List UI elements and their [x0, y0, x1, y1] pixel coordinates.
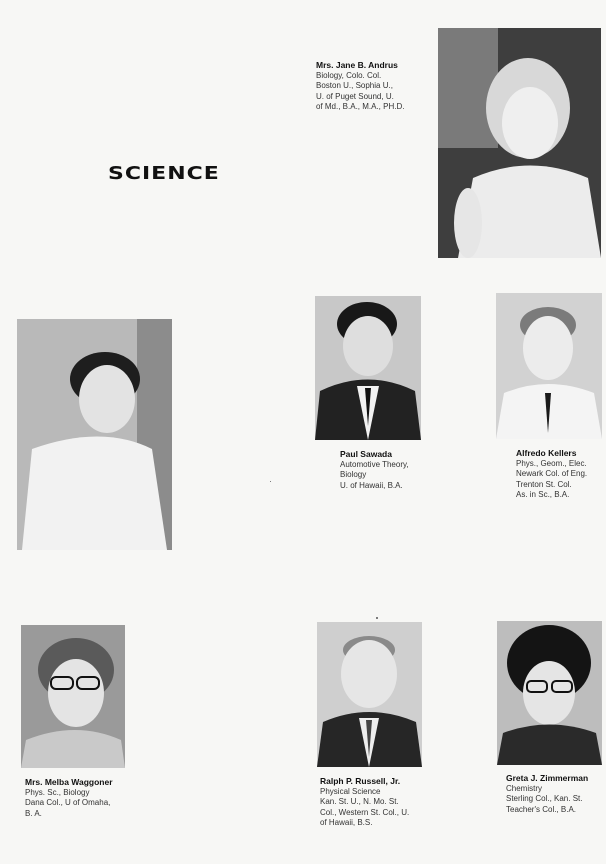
teacher-detail: U. of Hawaii, B.A.: [340, 480, 403, 490]
teacher-detail: Boston U., Sophia U.,: [316, 81, 393, 90]
teacher-detail: Newark Col. of Eng.: [516, 469, 588, 478]
teacher-detail: Biology, Colo. Col.: [316, 70, 382, 80]
teacher-detail: B. A.: [25, 808, 42, 818]
portrait-zimmerman-image: [497, 621, 602, 765]
teacher-name: Greta J. Zimmerman: [506, 773, 589, 783]
caption-waggoner: [25, 777, 113, 819]
photo-waggoner: [21, 625, 125, 768]
teacher-detail: Kan. St. U., N. Mo. St.: [320, 797, 399, 806]
teacher-detail: Phys., Geom., Elec.: [516, 458, 587, 468]
teacher-detail: U. of Puget Sound, U.: [316, 91, 394, 101]
photo-kellers: [496, 293, 602, 439]
portrait-kellers-image: [496, 293, 602, 439]
teacher-detail: As. in Sc., B.A.: [516, 490, 570, 499]
teacher-detail: Dana Col., U of Omaha,: [25, 798, 111, 807]
teacher-detail: of Hawaii, B.S.: [320, 818, 373, 827]
caption-andrus: [316, 60, 404, 113]
portrait-waggoner-image: [21, 625, 125, 768]
teacher-detail: Sterling Col., Kan. St.: [506, 794, 583, 803]
caption-russell: [320, 776, 409, 829]
print-speck: [270, 481, 271, 482]
photo-russell: [317, 622, 422, 767]
portrait-sawada-image: [315, 296, 421, 440]
teacher-name: Mrs. Jane B. Andrus: [316, 60, 398, 70]
teacher-detail: of Md., B.A., M.A., PH.D.: [316, 102, 405, 111]
teacher-name: Mrs. Melba Waggoner: [25, 777, 113, 787]
photo-zimmerman: [497, 621, 602, 765]
teacher-detail: Teacher's Col., B.A.: [506, 804, 576, 814]
teacher-detail: Automotive Theory,: [340, 459, 409, 469]
teacher-detail: Biology: [340, 470, 367, 479]
caption-zimmerman: [506, 773, 588, 815]
caption-kellers: [516, 448, 587, 501]
portrait-andrus-image: [438, 28, 601, 258]
print-speck: [376, 617, 378, 619]
teacher-detail: Col., Western St. Col., U.: [320, 807, 410, 817]
teacher-detail: Chemistry: [506, 783, 543, 793]
teacher-detail: Physical Science: [320, 786, 381, 796]
teacher-name: Ralph P. Russell, Jr.: [320, 776, 401, 786]
photo-sawada: [315, 296, 421, 440]
teacher-detail: Phys. Sc., Biology: [25, 787, 90, 797]
teacher-detail: Trenton St. Col.: [516, 479, 572, 489]
section-title: SCIENCE: [108, 164, 220, 184]
photo-andrus: [438, 28, 601, 258]
photo-left-teacher: [17, 319, 172, 550]
teacher-name: Alfredo Kellers: [516, 448, 577, 458]
portrait-russell-image: [317, 622, 422, 767]
teacher-name: Paul Sawada: [340, 449, 392, 459]
portrait-left-image: [17, 319, 172, 550]
caption-sawada: [340, 449, 409, 491]
